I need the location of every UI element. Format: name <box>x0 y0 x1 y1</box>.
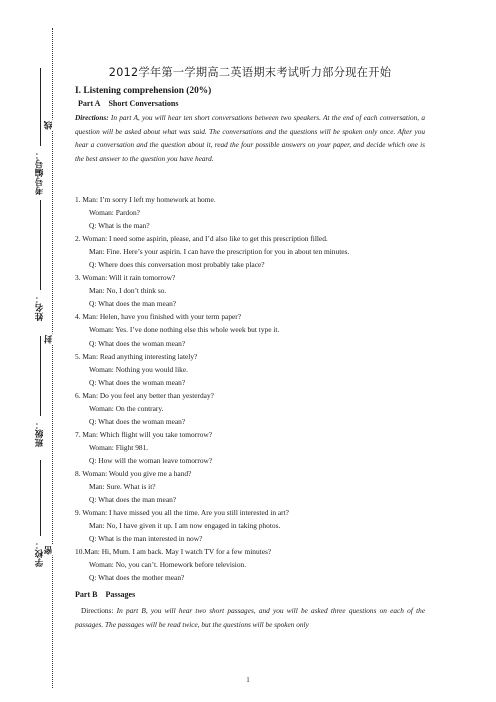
part-b-directions-label: Directions: <box>81 606 114 615</box>
part-b-heading <box>75 590 135 599</box>
conversation-line <box>75 206 425 219</box>
conversation-question <box>75 415 425 428</box>
conversation-question <box>75 219 425 232</box>
school-label: 学校： <box>35 540 45 567</box>
class-field <box>40 336 41 416</box>
conversation-text: Man: Fine. Here’s your aspirin. I can have the prescription for you in about ten minutes. <box>89 247 350 257</box>
conversation-line-first <box>75 389 425 402</box>
conversation-text: Q: What does the woman mean? <box>89 377 186 387</box>
conversation-line <box>75 480 425 493</box>
conversation-text: Woman: On the contrary. <box>89 403 164 413</box>
conversation-line-first <box>75 545 425 558</box>
conversation-number: 4. <box>75 312 83 322</box>
conversation-question <box>75 532 425 545</box>
seal-mark-line: 线 <box>44 121 54 130</box>
conversation-question <box>75 454 425 467</box>
conversation-text: Man: I’m sorry I left my homework at home. <box>82 195 216 204</box>
conversation-text: Man: Hi, Mum. I am back. May I watch TV for a few minutes? <box>84 547 272 557</box>
part-a-directions-label: Directions: <box>75 113 109 122</box>
conversation-text: Q: What is the man interested in now? <box>89 534 203 544</box>
part-b-name: Passages <box>105 590 136 599</box>
conversation-text: Woman: Flight 981. <box>89 442 149 452</box>
conversation-text: Woman: Will it rain tomorrow? <box>82 273 176 283</box>
conversation-text: Q: What is the man? <box>89 221 150 231</box>
part-a-directions <box>75 111 425 165</box>
page-title: 2012学年第一学期高二英语期末考试听力部分现在开始 <box>108 66 392 79</box>
conversation-text: Woman: I have missed you all the time. Are you still interested in art? <box>82 508 289 518</box>
seal-mark-secret: 密 <box>44 546 54 555</box>
conversation-line <box>75 284 425 297</box>
part-b-directions <box>75 604 425 631</box>
conversation-text: Q: What does the man mean? <box>89 299 177 309</box>
conversation-number: 7. <box>75 429 83 439</box>
conversation-text: Woman: Pardon? <box>89 208 140 218</box>
conversation-line-first <box>75 428 425 441</box>
conversation-number: 2. <box>75 234 83 244</box>
conversation-text: Man: Helen, have you finished with your term paper? <box>82 312 242 322</box>
conversation-text: Man: No, I have given it up. I am now engaged in taking photos. <box>89 521 281 531</box>
school-field <box>40 460 41 536</box>
conversation-line-first <box>75 232 425 245</box>
conversation-text: Q: How will the woman leave tomorrow? <box>89 455 213 465</box>
conversation-text: Q: Where does this conversation most probably take place? <box>89 260 265 270</box>
seal-mark-seal: 封 <box>44 335 54 344</box>
conversation-line-first <box>75 350 425 363</box>
conversation-text: Woman: Yes. I’ve done nothing else this whole week but type it. <box>89 325 280 335</box>
conversation-list <box>75 193 425 584</box>
conversation-line-first <box>75 193 425 206</box>
conversation-text: Man: No, I don’t think so. <box>89 286 167 296</box>
exam-number-label: 考号编号： <box>35 150 45 195</box>
conversation-number: 8. <box>75 468 83 478</box>
part-a-name: Short Conversations <box>108 99 179 108</box>
part-a-directions-text: In part A, you will hear ten short conversations between two speakers. At the end of each conversation, a question will be asked about what was said. The conversations and the questions will be spoken only once. After you hear a conversation and the question about it, read the four possible answers on your paper, and decide which one is the best answer to the question you have heard. <box>75 113 425 163</box>
conversation-text: Q: What does the woman mean? <box>89 338 186 348</box>
conversation-line-first <box>75 310 425 323</box>
conversation-line <box>75 323 425 336</box>
conversation-line-first <box>75 506 425 519</box>
conversation-line-first <box>75 271 425 284</box>
class-label: 班级： <box>35 420 45 447</box>
conversation-text: Woman: Would you give me a hand? <box>82 468 192 478</box>
conversation-text: Woman: I need some aspirin, please, and I’d also like to get this prescription filled. <box>82 234 328 244</box>
conversation-question <box>75 258 425 271</box>
part-a-heading <box>78 99 178 108</box>
part-b-label: Part B <box>75 590 98 599</box>
conversation-question <box>75 493 425 506</box>
conversation-line-first <box>75 467 425 480</box>
conversation-text: Woman: Nothing you would like. <box>89 364 188 374</box>
conversation-text: Man: Which flight will you take tomorrow? <box>82 429 212 439</box>
conversation-question <box>75 571 425 584</box>
conversation-number: 3. <box>75 273 83 283</box>
conversation-question <box>75 337 425 350</box>
conversation-number: 10. <box>75 547 85 557</box>
name-label: 姓名： <box>35 294 45 321</box>
conversation-line <box>75 402 425 415</box>
conversation-number: 1. <box>75 195 83 204</box>
part-a-label: Part A <box>78 99 101 108</box>
conversation-text: Q: What does the man mean? <box>89 495 177 505</box>
conversation-text: Woman: No, you can’t. Homework before television. <box>89 560 247 570</box>
conversation-text: Q: What does the mother mean? <box>89 573 185 583</box>
conversation-text: Man: Do you feel any better than yesterday? <box>82 390 214 400</box>
conversation-line <box>75 558 425 571</box>
conversation-question <box>75 376 425 389</box>
page-number: 1 <box>246 676 250 684</box>
name-field <box>40 200 41 290</box>
section-heading: I. Listening comprehension (20%) <box>75 86 212 96</box>
conversation-line <box>75 441 425 454</box>
conversation-question <box>75 297 425 310</box>
conversation-number: 6. <box>75 390 83 400</box>
conversation-number: 5. <box>75 351 83 361</box>
conversation-line <box>75 363 425 376</box>
conversation-line <box>75 519 425 532</box>
conversation-text: Man: Read anything interesting lately? <box>82 351 198 361</box>
exam-number-field <box>40 68 41 146</box>
part-b-directions-text: In part B, you will hear two short passages, and you will be asked three questions on each of the passages. The passages will be read twice, but the questions will be spoken only <box>75 606 425 629</box>
conversation-line <box>75 245 425 258</box>
conversation-text: Man: Sure. What is it? <box>89 482 156 492</box>
conversation-number: 9. <box>75 508 83 518</box>
conversation-text: Q: What does the woman mean? <box>89 416 186 426</box>
